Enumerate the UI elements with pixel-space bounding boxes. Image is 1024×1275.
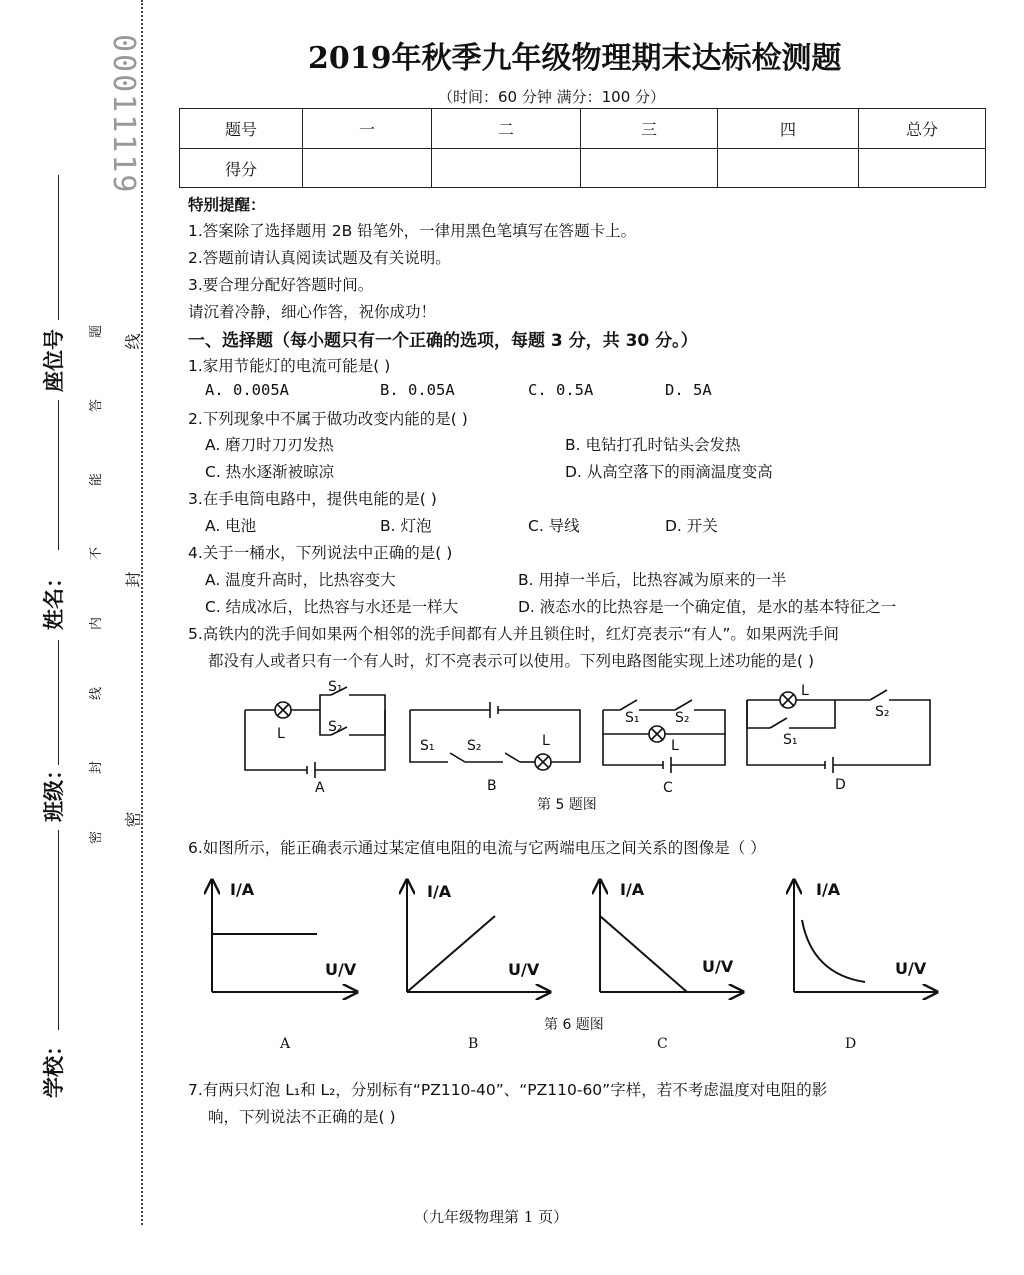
switch-label: S₂	[675, 710, 690, 726]
switch-s2-icon	[870, 690, 887, 700]
school-label: 学校：	[42, 1035, 66, 1098]
switch-label: S₁	[420, 738, 435, 754]
name-underline	[58, 400, 59, 550]
note-item: 1.答案除了选择题用 2B 铅笔外，一律用黑色笔填写在答题卡上。	[188, 222, 637, 240]
figure-label: D	[835, 777, 846, 793]
axis-label-y: I/A	[816, 880, 841, 899]
figure-label: B	[487, 778, 497, 794]
axis-label-y: I/A	[620, 880, 645, 899]
axis-label-y: I/A	[427, 882, 452, 901]
switch-s1-icon	[450, 753, 465, 762]
switch-label: S₂	[875, 704, 890, 720]
option-b[interactable]: B. 0.05A	[380, 381, 455, 399]
question-stem-cont: 响，下列说法不正确的是( )	[208, 1108, 396, 1126]
school-underline	[58, 830, 59, 1030]
figure-label: D	[845, 1036, 857, 1052]
score-header-cell: 一	[303, 109, 432, 149]
lamp-label: L	[671, 738, 679, 754]
score-table	[179, 108, 986, 188]
question-stem: 3.在手电筒电路中，提供电能的是( )	[188, 490, 437, 508]
class-label: 班级：	[42, 759, 66, 822]
seal-line	[141, 0, 143, 1225]
option-a[interactable]: A. 0.005A	[205, 381, 289, 399]
option-b[interactable]: B. 电钻打孔时钻头会发热	[565, 436, 741, 454]
figure-caption: 第 5 题图	[537, 797, 597, 813]
lamp-label: L	[542, 733, 550, 749]
switch-label: S₂	[328, 719, 343, 735]
circuit-b[interactable]	[410, 702, 580, 770]
question-stem: 4.关于一桶水，下列说法中正确的是( )	[188, 544, 453, 562]
option-d[interactable]: D. 从高空落下的雨滴温度变高	[565, 463, 773, 481]
score-header-cell: 三	[581, 109, 718, 149]
axis-label-x: U/V	[508, 960, 540, 979]
switch-label: S₁	[783, 732, 798, 748]
lamp-label: L	[801, 683, 809, 699]
graph-curve	[407, 916, 495, 992]
question-stem: 7.有两只灯泡 L₁和 L₂，分别标有“PZ110-40”、“PZ110-60”字样，若不考虑温度对电阻的影	[188, 1081, 828, 1099]
graph-curve	[802, 920, 865, 982]
option-b[interactable]: B. 用掉一半后，比热容减为原来的一半	[518, 571, 787, 589]
score-cell[interactable]	[718, 149, 859, 188]
notice-char: 密	[89, 830, 105, 845]
note-item: 2.答题前请认真阅读试题及有关说明。	[188, 249, 451, 267]
seat-label: 座位号	[42, 329, 66, 392]
option-c[interactable]: C. 0.5A	[528, 381, 594, 399]
score-header-cell: 二	[432, 109, 581, 149]
seat-underline	[58, 175, 59, 320]
lamp-label: L	[277, 726, 285, 742]
option-c[interactable]: C. 热水逐渐被晾凉	[205, 463, 335, 481]
exam-subtitle: （时间：60 分钟 满分：100 分）	[438, 88, 666, 106]
score-header-cell: 总分	[859, 109, 986, 149]
option-d[interactable]: D. 5A	[665, 381, 712, 399]
option-a[interactable]: A. 电池	[205, 517, 257, 535]
notice-char: 答	[89, 398, 105, 413]
axis-label-x: U/V	[325, 960, 357, 979]
circuit-c[interactable]	[603, 700, 725, 773]
figure-label: A	[280, 1036, 291, 1052]
seal-mark: 封	[123, 571, 143, 588]
question-stem: 1.家用节能灯的电流可能是( )	[188, 357, 391, 375]
page-footer: （九年级物理第 1 页）	[414, 1208, 569, 1226]
section-heading: 一、选择题（每小题只有一个正确的选项，每题 3 分，共 30 分。）	[188, 331, 698, 351]
class-underline	[58, 640, 59, 765]
q6-graph-figures	[190, 870, 960, 1010]
option-a[interactable]: A. 磨刀时刀刃发热	[205, 436, 334, 454]
axis-label-x: U/V	[895, 959, 927, 978]
option-d[interactable]: D. 液态水的比热容是一个确定值，是水的基本特征之一	[518, 598, 897, 616]
score-row-label: 得分	[180, 149, 303, 188]
circuit-d[interactable]	[747, 690, 930, 773]
notice-char: 内	[89, 616, 105, 631]
score-header-cell: 题号	[180, 109, 303, 149]
figure-label: C	[657, 1036, 668, 1052]
question-stem: 6.如图所示，能正确表示通过某定值电阻的电流与它两端电压之间关系的图像是（ ）	[188, 839, 766, 857]
option-c[interactable]: C. 结成冰后，比热容与水还是一样大	[205, 598, 459, 616]
notice-char: 不	[89, 546, 105, 561]
switch-label: S₂	[467, 738, 482, 754]
notice-char: 线	[89, 686, 105, 701]
score-header-cell: 四	[718, 109, 859, 149]
serial-stamp: 00011119	[106, 34, 141, 195]
figure-label: C	[663, 780, 673, 796]
option-b[interactable]: B. 灯泡	[380, 517, 432, 535]
exam-title: 2019年秋季九年级物理期末达标检测题	[308, 41, 842, 76]
question-stem: 2.下列现象中不属于做功改变内能的是( )	[188, 410, 468, 428]
switch-s1-icon	[770, 718, 787, 728]
axis-label-y: I/A	[230, 880, 255, 899]
score-cell[interactable]	[581, 149, 718, 188]
note-item: 3.要合理分配好答题时间。	[188, 276, 374, 294]
figure-caption: 第 6 题图	[544, 1017, 604, 1033]
axis-label-x: U/V	[702, 957, 734, 976]
note-item: 请沉着冷静，细心作答，祝你成功！	[188, 303, 437, 321]
switch-label: S₁	[625, 710, 640, 726]
score-cell[interactable]	[859, 149, 986, 188]
name-label: 姓名：	[42, 567, 66, 630]
switch-s2-icon	[675, 700, 692, 710]
notice-char: 能	[89, 472, 105, 487]
notice-char: 题	[89, 324, 105, 339]
graph-curve	[600, 916, 687, 992]
notes-heading: 特别提醒：	[188, 196, 266, 214]
option-a[interactable]: A. 温度升高时，比热容变大	[205, 571, 396, 589]
notice-char: 封	[89, 760, 105, 775]
switch-s1-icon	[620, 700, 637, 710]
option-d[interactable]: D. 开关	[665, 517, 718, 535]
score-cell[interactable]	[303, 149, 432, 188]
circuit-a[interactable]	[245, 687, 385, 778]
switch-s2-icon	[505, 753, 520, 762]
option-c[interactable]: C. 导线	[528, 517, 580, 535]
seal-mark: 线	[123, 333, 143, 350]
seal-mark: 密	[123, 811, 143, 828]
figure-label: A	[315, 780, 325, 796]
figure-label: B	[468, 1036, 479, 1052]
question-stem: 5.高铁内的洗手间如果两个相邻的洗手间都有人并且锁住时，红灯亮表示“有人”。如果两洗手间	[188, 625, 839, 643]
question-stem-cont: 都没有人或者只有一个有人时，灯不亮表示可以使用。下列电路图能实现上述功能的是( )	[208, 652, 815, 670]
score-cell[interactable]	[432, 149, 581, 188]
switch-label: S₁	[328, 680, 343, 695]
